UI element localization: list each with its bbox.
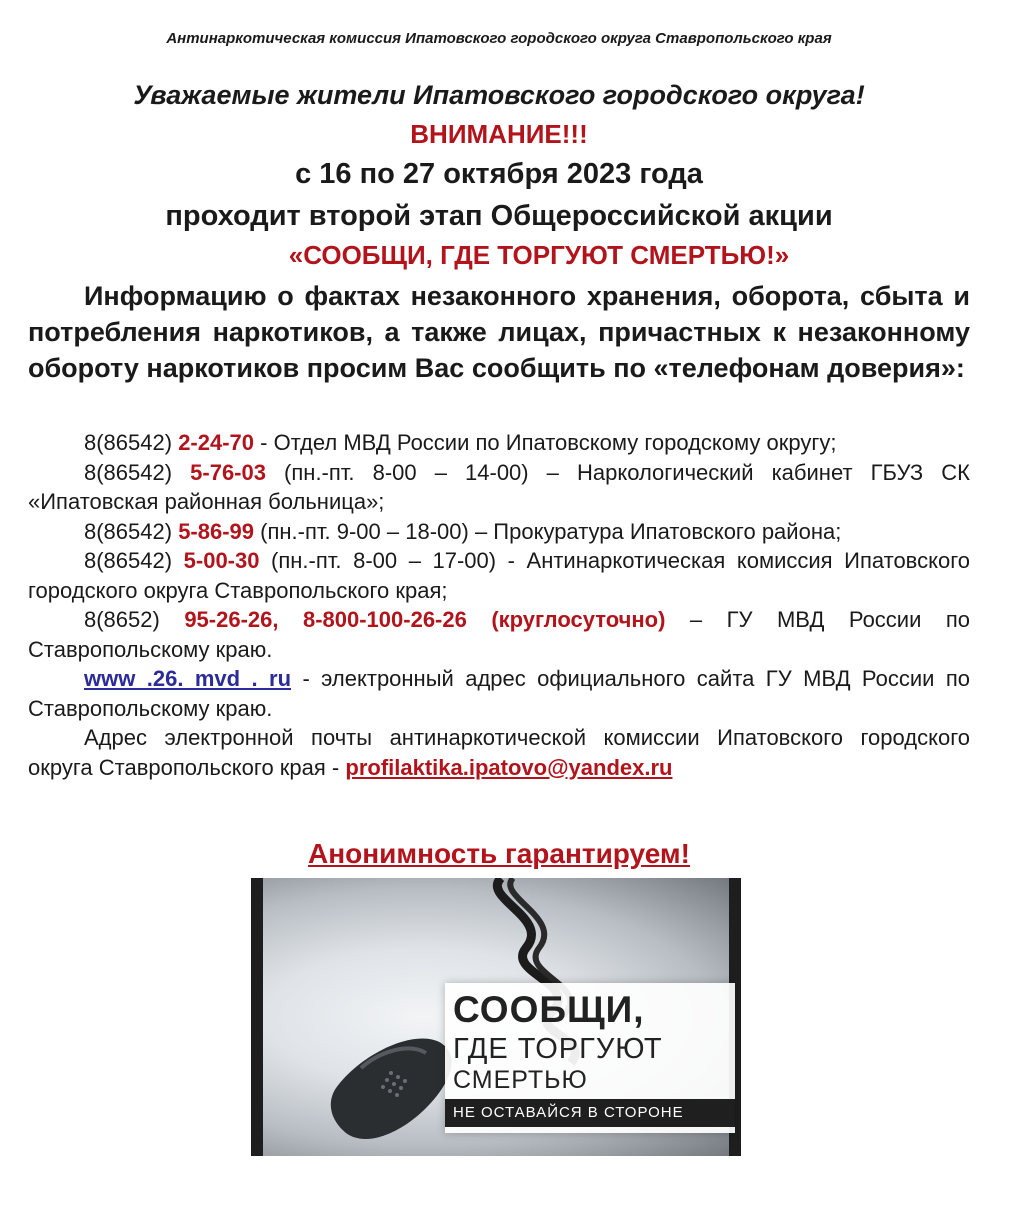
- email-link[interactable]: profilaktika.ipatovo@yandex.ru: [345, 754, 673, 780]
- phone-number: 5-76-03: [190, 459, 266, 485]
- campaign-dates: с 16 по 27 октября 2023 года: [295, 158, 703, 190]
- phone-code: 8(86542): [84, 430, 179, 455]
- poster-line-2: ГДЕ ТОРГУЮТ: [453, 1033, 663, 1065]
- document-header: Антинаркотическая комиссия Ипатовского городского округа Ставропольского края: [166, 30, 832, 47]
- hotline-item: [28, 546, 970, 605]
- phone-number: 5-86-99: [178, 518, 255, 544]
- hotline-description: (пн.-пт. 9-00 – 18-00) – Прокуратура Ипатовского района;: [254, 518, 842, 544]
- hotline-item: [28, 428, 970, 458]
- anonymity-note: Анонимность гарантируем!: [308, 838, 690, 869]
- phone-code: 8(8652): [84, 607, 185, 632]
- phone-code: 8(86542): [84, 459, 191, 485]
- campaign-name: «СООБЩИ, ГДЕ ТОРГУЮТ СМЕРТЬЮ!»: [288, 240, 790, 270]
- phone-code: 8(86542): [84, 548, 184, 573]
- email-description: Адрес электронной почты антинаркотической комиссии Ипатовского городского округа Ставропольского края -: [28, 725, 970, 780]
- hotline-item: [28, 517, 970, 547]
- hotline-description: – ГУ МВД России по Ставропольскому краю.: [28, 607, 970, 662]
- phone-code: 8(86542): [84, 518, 179, 544]
- hotline-item: [28, 458, 970, 517]
- website-link[interactable]: www .26. mvd . ru: [84, 666, 292, 691]
- greeting-title: Уважаемые жители Ипатовского городского округа!: [133, 80, 865, 110]
- hotline-item: [28, 605, 970, 664]
- attention-heading: ВНИМАНИЕ!!!: [410, 119, 588, 149]
- phone-number: 95-26-26, 8-800-100-26-26 (круглосуточно): [184, 607, 666, 632]
- website-item: [28, 664, 970, 723]
- poster-line-3: СМЕРТЬЮ: [453, 1066, 588, 1094]
- poster-text-panel: [445, 983, 735, 1133]
- hotline-list: [28, 428, 970, 782]
- info-paragraph: Информацию о фактах незаконного хранения, оборота, сбыта и потребления наркотиков, а также лицах, причастных к незаконному обороту наркотиков просим Вас сообщить по «телефонам доверия»:: [28, 281, 970, 383]
- phone-number: 5-00-30: [183, 548, 260, 573]
- hotline-description: (пн.-пт. 8-00 – 14-00) – Наркологический кабинет ГБУЗ СК «Ипатовская районная больница»;: [28, 459, 970, 514]
- campaign-stage: проходит второй этап Общероссийской акции: [165, 200, 833, 232]
- poster-slogan: НЕ ОСТАВАЙСЯ В СТОРОНЕ: [445, 1099, 735, 1127]
- hotline-description: - Отдел МВД России по Ипатовскому городскому округу;: [254, 430, 837, 455]
- website-description: - электронный адрес официального сайта ГУ МВД России по Ставропольскому краю.: [28, 666, 970, 721]
- hotline-description: (пн.-пт. 8-00 – 17-00) - Антинаркотическая комиссия Ипатовского городского округа Ставропольского края;: [28, 548, 970, 603]
- campaign-poster: [251, 878, 741, 1156]
- poster-line-1: СООБЩИ,: [453, 989, 645, 1030]
- phone-number: 2-24-70: [178, 430, 255, 455]
- email-item: [28, 723, 970, 782]
